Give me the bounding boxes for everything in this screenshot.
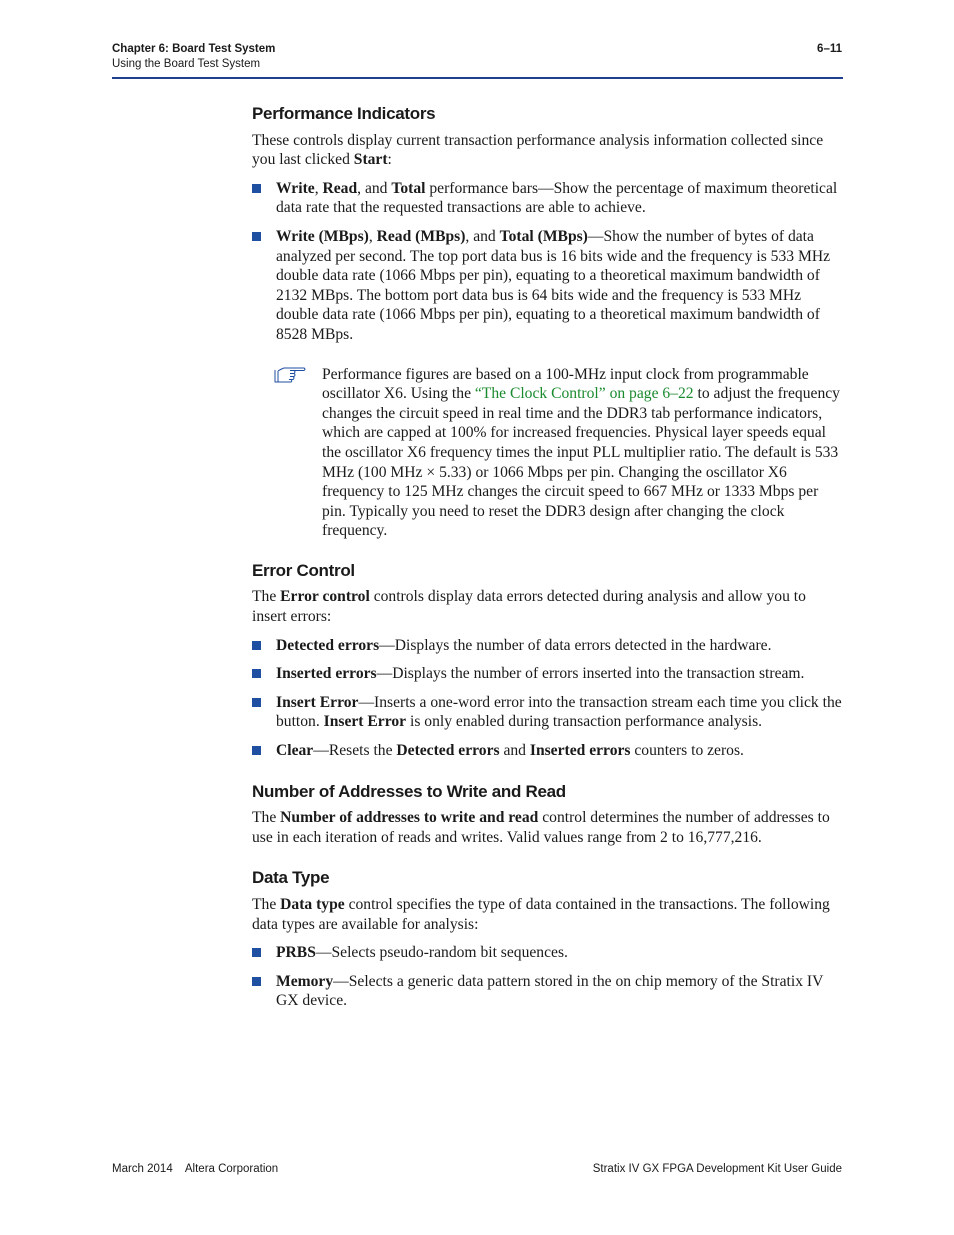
note-block: Performance figures are based on a 100-MHz input clock from programmable oscillator X6. Using the “The Clock Control” on page 6–22 to adjust the frequency changes the circuit speed in real time and the DDR3 tab performance indicators, which are capped at 100% for increased frequencies. Physical layer speeds equal the oscillator X6 frequency times the input PLL multiplier ratio. The default is 533 MHz (100 MHz × 5.33) or 1066 Mbps per pin. Changing the oscillator X6 frequency to 125 MHz changes the circuit speed to 667 MHz or 1333 Mbps per pin. Typically you need to reset the DDR3 design after changing the clock frequency. xyxy=(252,365,844,541)
addresses-intro: The Number of addresses to write and read control determines the number of addresses to use in each iteration of reads and writes. Valid values range from 2 to 16,777,216. xyxy=(252,809,830,846)
footer-left: March 2014 Altera Corporation xyxy=(112,1163,279,1175)
clock-control-link[interactable]: “The Clock Control” on page 6–22 xyxy=(474,385,694,403)
performance-intro: These controls display current transaction performance analysis information collected since you last clicked Start: xyxy=(252,131,824,169)
error-control-intro: The Error control controls display data errors detected during analysis and allow you to insert errors: xyxy=(252,588,806,626)
bullet-icon xyxy=(252,232,261,241)
data-type-intro: The Data type control specifies the type of data contained in the transactions. The following data types are available for analysis: xyxy=(252,896,830,933)
bullet-icon xyxy=(252,948,261,957)
main-content xyxy=(252,104,844,1011)
section-title: Using the Board Test System xyxy=(112,58,261,70)
data-type-list xyxy=(252,943,844,1011)
list-item: Memory—Selects a generic data pattern stored in the on chip memory of the Stratix IV GX device. xyxy=(252,972,844,1011)
list-item: Write, Read, and Total performance bars—Show the percentage of maximum theoretical data rate that the requested transactions are able to achieve. xyxy=(252,179,844,218)
performance-indicators-heading: Performance Indicators xyxy=(252,104,436,123)
bullet-icon xyxy=(252,977,261,986)
list-item: PRBS—Selects pseudo-random bit sequences. xyxy=(252,943,844,963)
bullet-icon xyxy=(252,184,261,193)
list-item: Insert Error—Inserts a one-word error into the transaction stream each time you click the button. Insert Error is only enabled during transaction performance analysis. xyxy=(252,693,844,732)
page-header xyxy=(112,42,842,72)
data-type-heading: Data Type xyxy=(252,868,330,888)
page-number: 6–11 xyxy=(817,43,842,55)
performance-list xyxy=(252,179,844,345)
error-control-heading: Error Control xyxy=(252,560,355,580)
addresses-heading: Number of Addresses to Write and Read xyxy=(252,781,566,801)
bullet-icon xyxy=(252,746,261,755)
footer-right: Stratix IV GX FPGA Development Kit User Guide xyxy=(592,1163,842,1175)
bullet-icon xyxy=(252,698,261,707)
page-footer xyxy=(112,1162,842,1177)
bullet-icon xyxy=(252,669,261,678)
header-rule xyxy=(112,77,843,79)
error-control-list xyxy=(252,636,844,761)
bullet-icon xyxy=(252,641,261,650)
chapter-title: Chapter 6: Board Test System xyxy=(112,43,276,55)
list-item: Inserted errors—Displays the number of errors inserted into the transaction stream. xyxy=(252,664,844,684)
list-item: Clear—Resets the Detected errors and Inserted errors counters to zeros. xyxy=(252,741,844,761)
list-item: Write (MBps), Read (MBps), and Total (MBps)—Show the number of bytes of data analyzed per second. The top port data bus is 16 bits wide and the frequency is 533 MHz double data rate (1066 Mbps per pin), equating to a theoretical maximum bandwidth of 2132 MBps. The bottom port data bus is 64 bits wide and the frequency is 533 MHz double data rate (1066 Mbps per pin), equating to a theoretical maximum bandwidth of 8528 MBps. xyxy=(252,227,844,345)
list-item: Detected errors—Displays the number of data errors detected in the hardware. xyxy=(252,636,844,656)
pointing-hand-icon xyxy=(274,365,308,389)
